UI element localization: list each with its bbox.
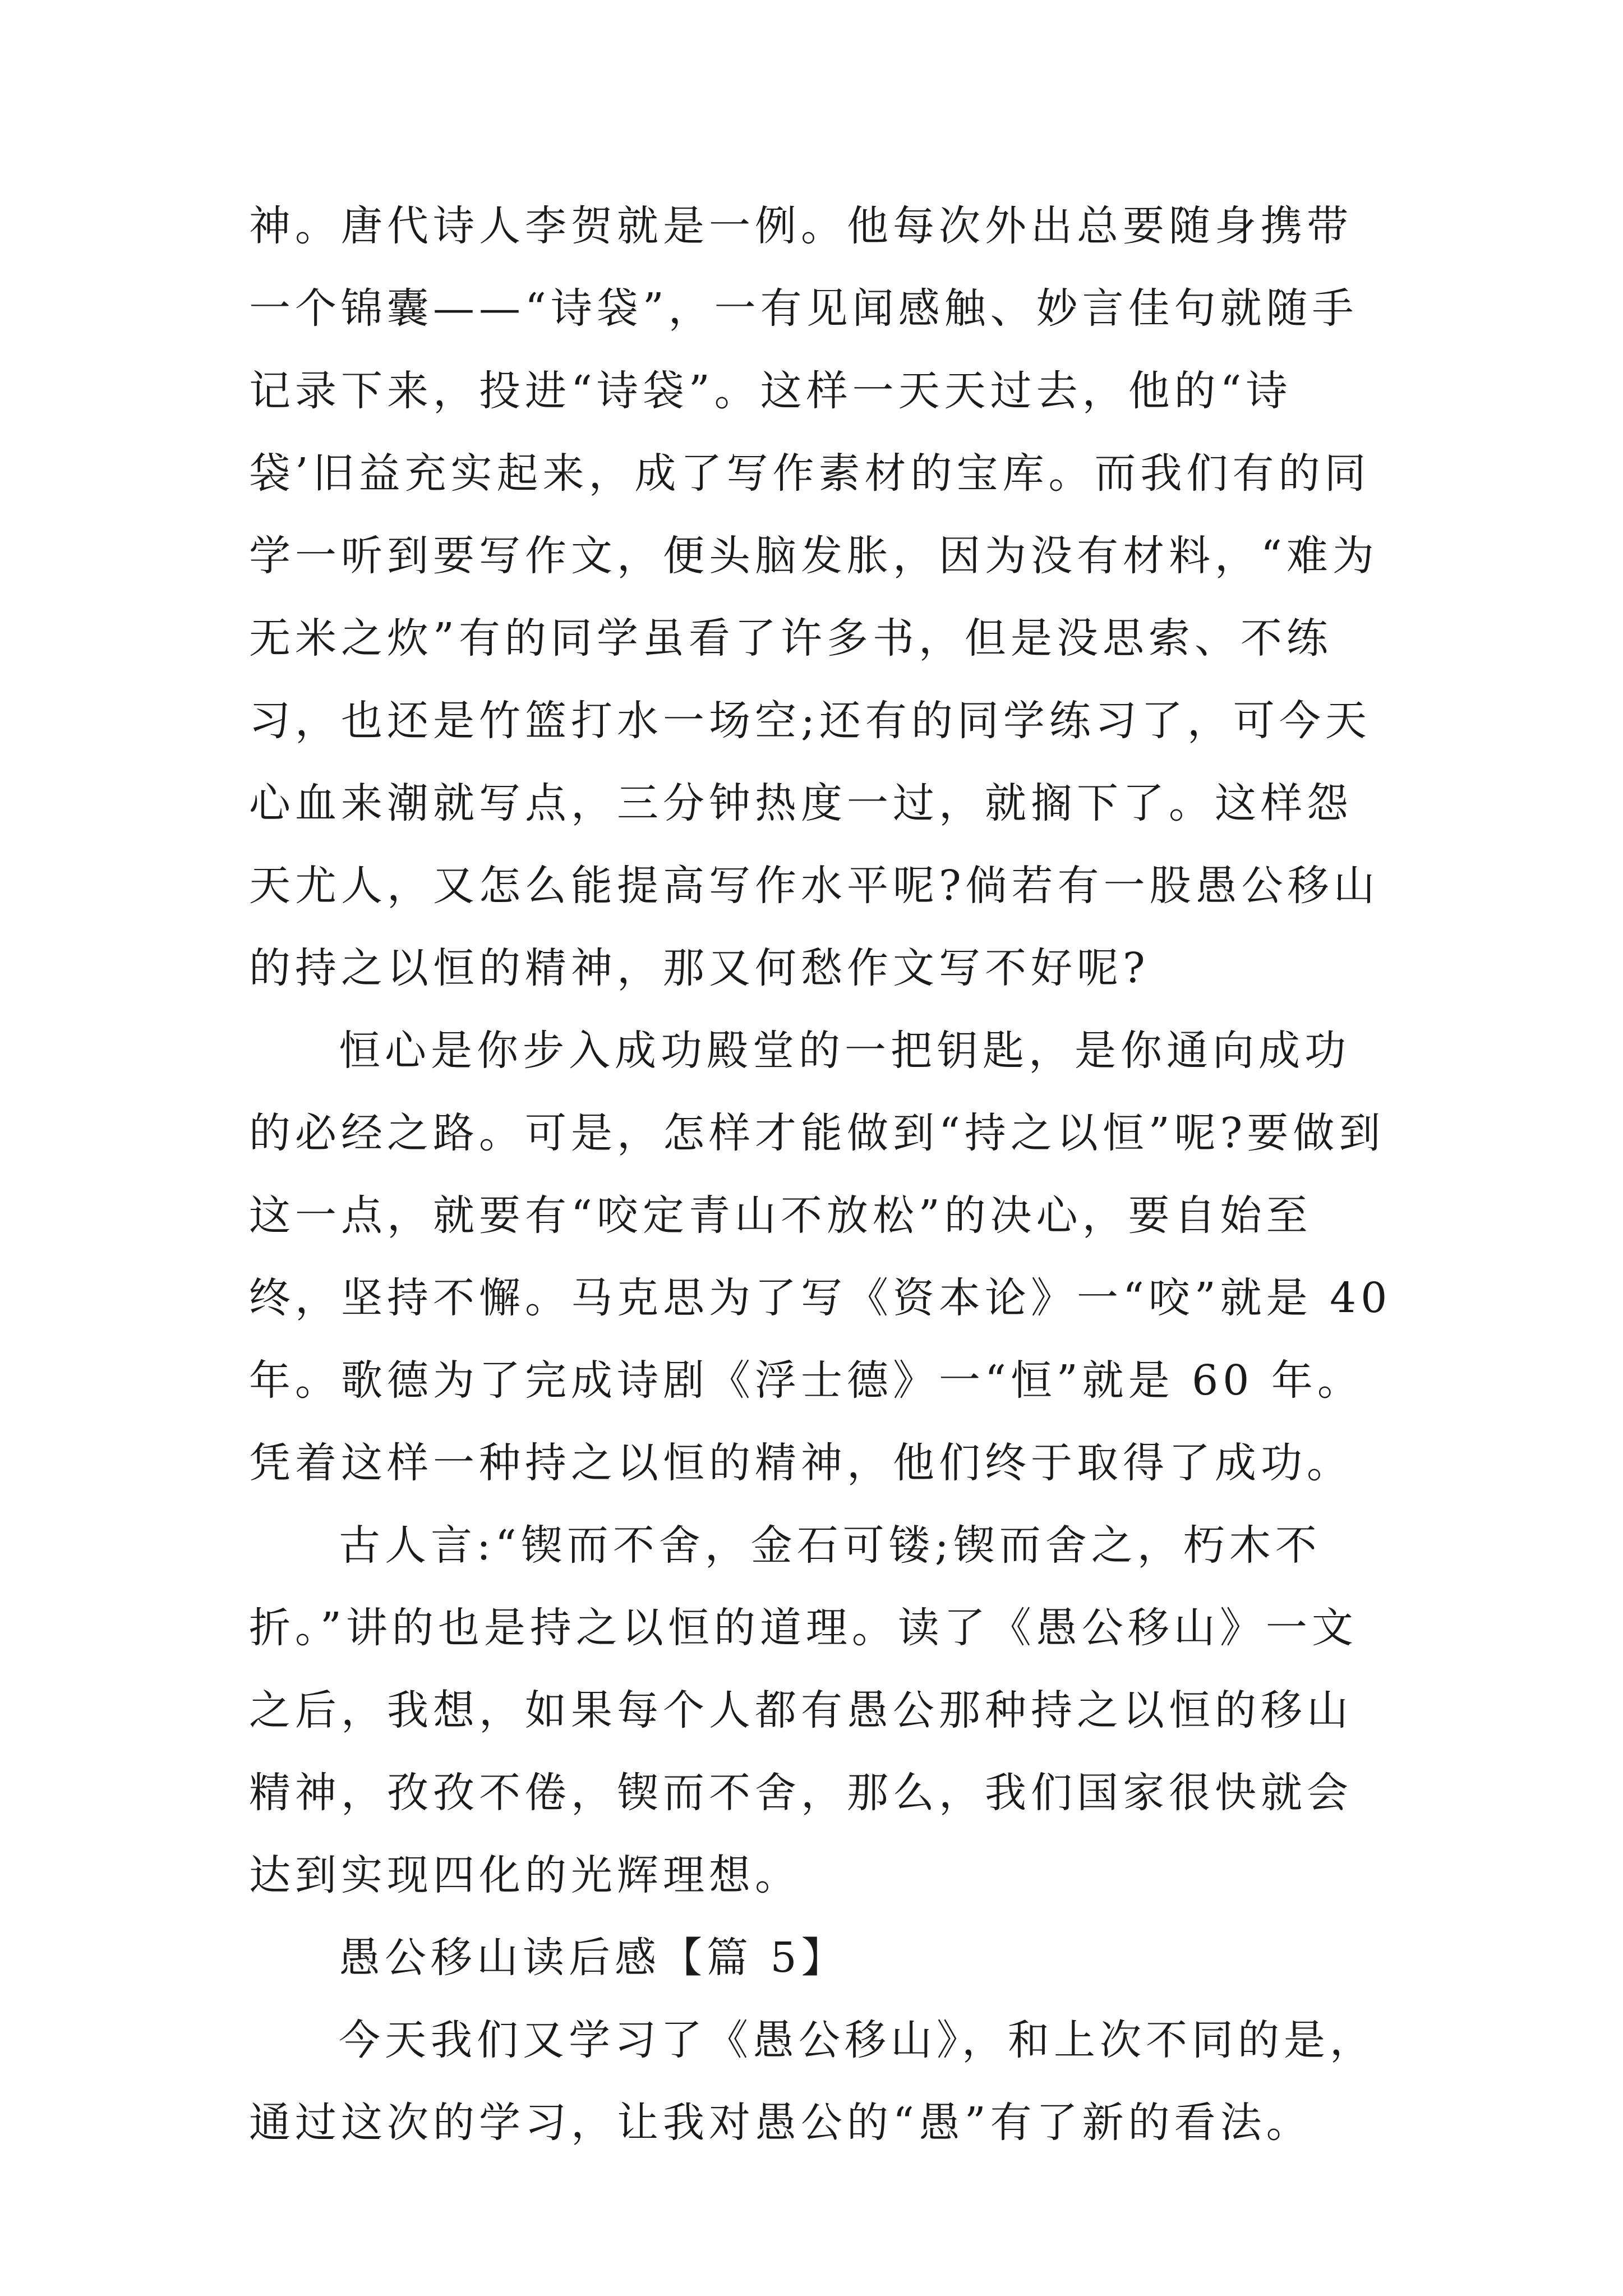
document-body bbox=[249, 185, 1393, 2164]
paragraph-perseverance-key: 恒心是你步入成功殿堂的一把钥匙，是你通向成功的必经之路。可是，怎样才能做到“持之以恒”呢?要做到这一点，就要有“咬定青山不放松”的决心，要自始至终，坚持不懈。马克思为了写《资本论》一“咬”就是 40 年。歌德为了完成诗剧《浮士德》一“恒”就是 60 年。凭着这样一种持之以恒的精神，他们终于取得了成功。 bbox=[249, 1027, 1392, 1487]
paragraph-new-view: 今天我们又学习了《愚公移山》，和上次不同的是，通过这次的学习，让我对愚公的“愚”有了新的看法。 bbox=[249, 2016, 1376, 2147]
paragraph-ancient-saying: 古人言:“锲而不舍，金石可镂;锲而舍之，朽木不折。”讲的也是持之以恒的道理。读了《愚公移山》一文之后，我想，如果每个人都有愚公那种持之以恒的移山精神，孜孜不倦，锲而不舍，那么，我们国家很快就会达到实现四化的光辉理想。 bbox=[249, 1521, 1358, 1899]
paragraph-continued-li-he: 神。唐代诗人李贺就是一例。他每次外出总要随身携带一个锦囊——“诗袋”，一有见闻感触、妙言佳句就随手记录下来，投进“诗袋”。这样一天天过去，他的“诗袋’旧益充实起来，成了写作素材的宝库。而我们有的同学一听到要写作文，便头脑发胀，因为没有材料，“难为无米之炊”有的同学虽看了许多书，但是没思索、不练习，也还是竹篮打水一场空;还有的同学练习了，可今天心血来潮就写点，三分钟热度一过，就搁下了。这样怨天尤人，又怎么能提高写作水平呢?倘若有一股愚公移山的持之以恒的精神，那又何愁作文写不好呢? bbox=[249, 202, 1380, 992]
section-heading-part-5: 愚公移山读后感【篇 5】 bbox=[339, 1934, 847, 1982]
